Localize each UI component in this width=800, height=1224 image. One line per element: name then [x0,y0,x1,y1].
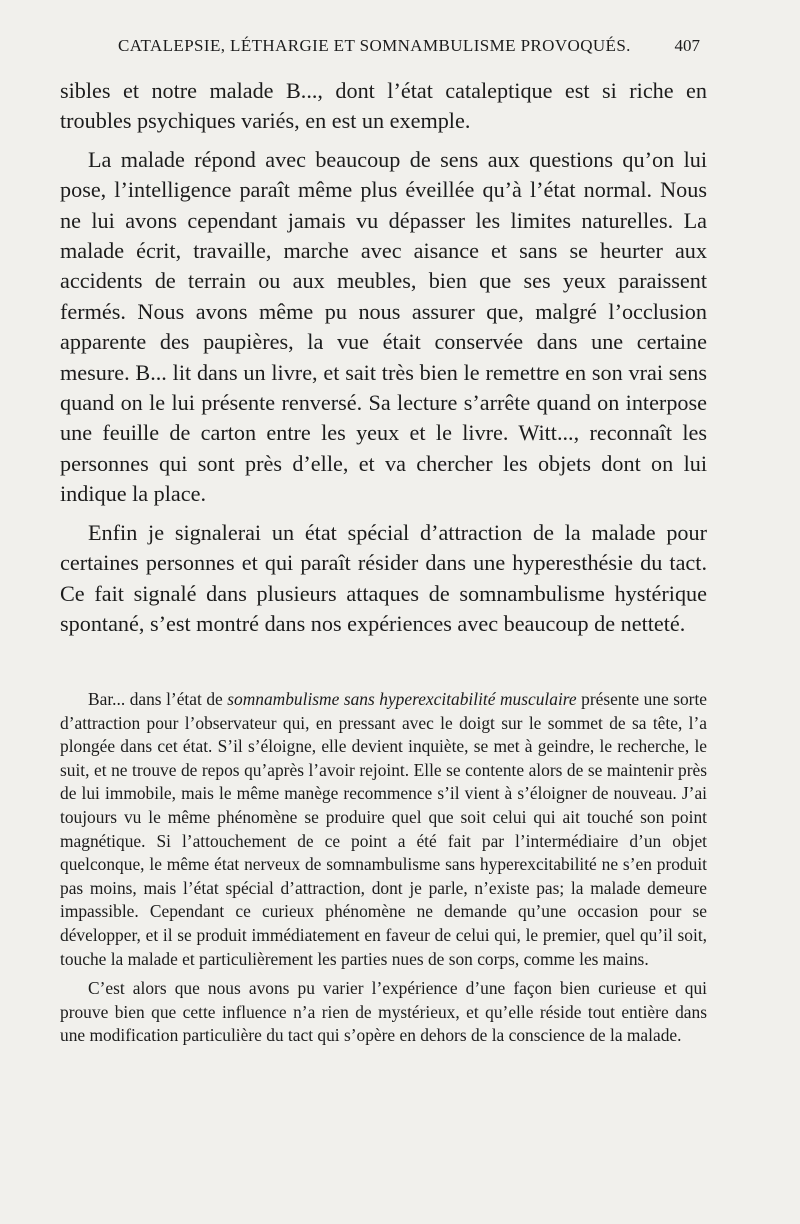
running-title: CATALEPSIE, LÉTHARGIE ET SOMNAMBULISME PROVOQUÉS. [118,36,631,55]
observation-lead: Bar... dans l’état de [88,689,228,709]
observation-body: présente une sorte d’attraction pour l’observateur qui, en pressant avec le doigt sur le sommet de sa tête, l’a plongée dans cet état. S’il s’éloigne, elle devient inquiète, se met à geindre, le recherche, le suit, et ne trouve de repos qu’après l’avoir rejoint. Elle se contente alors de se maintenir près de lui immobile, mais le même manège recommence s’il vient à s’éloigner de nouveau. J’ai toujours vu le même phénomène se produire quel que soit celui qui ait touché son point magnétique. Si l’attouchement de ce point a été fait par l’intermédiaire d’un objet quelconque, le même état nerveux de somnambulisme sans hyperexcitabilité ne s’en produit pas moins, mais l’état spécial d’attraction, dont je parle, n’existe pas; la malade demeure impassible. Cependant ce curieux phénomène ne demande qu’une occasion pour se développer, et il se produit immédiatement en faveur de celui qui, le premier, quel qu’il soit, touche la malade et particulièrement les parties nues de son corps, comme les mains. [60,689,707,969]
observation-paragraph-bar [60,688,707,971]
main-text [60,76,707,639]
observation-text [60,688,707,1048]
paragraph-continuation: sibles et notre malade B..., dont l’état cataleptique est si riche en troubles psychiques variés, en est un exemple. [60,78,707,134]
page-number: 407 [674,36,700,55]
page-header [118,36,700,66]
paragraph-enfin: Enfin je signalerai un état spécial d’attraction de la malade pour certaines personnes et qui paraît résider dans une hyperesthésie du tact. Ce fait signalé dans plusieurs attaques de somnambulisme hystérique spontané, s’est montré dans nos expériences avec beaucoup de netteté. [60,519,707,636]
paragraph-malade-repond: La malade répond avec beaucoup de sens aux questions qu’on lui pose, l’intelligence paraît même plus éveillée qu’à l’état normal. Nous ne lui avons cependant jamais vu dépasser les limites naturelles. La malade écrit, travaille, marche avec aisance et sans se heurter aux accidents de terrain ou aux meubles, bien que ses yeux paraissent fermés. Nous avons même pu nous assurer que, malgré l’occlusion apparente des paupières, la vue était conservée dans une certaine mesure. B... lit dans un livre, et sait très bien le remettre en son vrai sens quand on le lui présente renversé. Sa lecture s’arrête quand on interpose une feuille de carton entre les yeux et le livre. Witt..., reconnaît les personnes qui sont près d’elle, et va chercher les objets dont on lui indique la place. [60,146,707,507]
observation-emphasis: somnambulisme sans hyperexcitabilité musculaire [227,689,577,709]
observation-paragraph-conclusion: C’est alors que nous avons pu varier l’expérience d’une façon bien curieuse et qui prouve bien que cette influence n’a rien de mystérieux, et qu’elle réside tout entière dans une modification particulière du tact qui s’opère en dehors de la conscience de la malade. [60,978,707,1046]
